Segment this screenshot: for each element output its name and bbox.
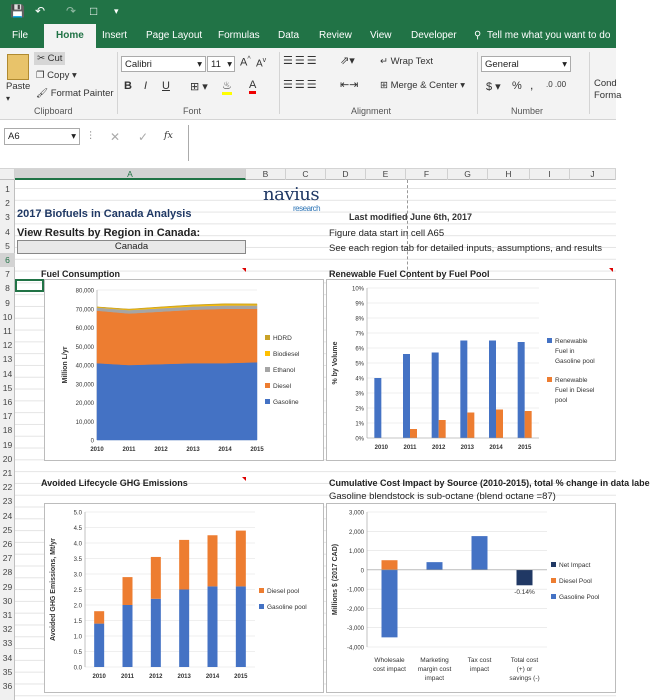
percent-button[interactable]: % bbox=[512, 80, 522, 92]
tab-insert[interactable]: Insert bbox=[102, 30, 128, 41]
column-headers bbox=[0, 169, 616, 180]
diesel-pool-legend-label: Renewable bbox=[555, 377, 588, 384]
copy-icon: ❐ bbox=[36, 70, 45, 81]
selected-cell-a6[interactable] bbox=[15, 279, 44, 292]
last-modified-date: June 6th, 2017 bbox=[410, 212, 473, 222]
paste-icon[interactable] bbox=[7, 54, 29, 80]
bar-diesel-2014 bbox=[496, 410, 503, 439]
column-header-a[interactable]: A bbox=[15, 169, 246, 180]
chevron-down-icon: ▾ bbox=[197, 59, 202, 70]
avoided-ghg-chart[interactable] bbox=[44, 503, 324, 693]
cut-button[interactable] bbox=[34, 52, 65, 65]
x-tick-label: 2010 bbox=[90, 447, 104, 453]
decimal-icons[interactable]: .0 .00 bbox=[546, 80, 567, 89]
gasoline-pool-legend-label: Fuel in bbox=[555, 348, 575, 355]
new-document-icon[interactable]: □ bbox=[90, 4, 98, 18]
x-tick-label: 2012 bbox=[431, 445, 446, 451]
column-header-e[interactable]: E bbox=[366, 169, 406, 180]
diesel-pool-legend-label: Diesel Pool bbox=[559, 578, 592, 585]
y-tick-label: -3,000 bbox=[346, 626, 364, 633]
sheet-title: 2017 Biofuels in Canada Analysis bbox=[17, 208, 192, 220]
cancel-icon[interactable]: ✕ bbox=[110, 130, 121, 144]
y-tick-label: 5.0 bbox=[73, 510, 82, 517]
redo-icon[interactable]: ↷ bbox=[66, 4, 77, 18]
y-tick-label: -1,000 bbox=[346, 587, 364, 594]
name-box[interactable] bbox=[4, 128, 80, 145]
fill-color-icon[interactable]: ♨ bbox=[222, 79, 232, 95]
x-tick-label: 2010 bbox=[374, 445, 389, 451]
tab-developer[interactable]: Developer bbox=[411, 30, 457, 41]
area-biodiesel-legend-swatch bbox=[265, 351, 270, 356]
x-category-label: impact bbox=[424, 675, 445, 682]
row-header-26[interactable]: 26 bbox=[2, 539, 13, 549]
conditional-formatting-button[interactable]: Cond bbox=[594, 78, 617, 89]
bar-diesel-pool-0 bbox=[382, 560, 398, 570]
y-tick-label: 20,000 bbox=[75, 401, 94, 407]
y-tick-label: 1,000 bbox=[348, 549, 364, 556]
y-tick-label: 1% bbox=[355, 421, 364, 428]
bar-diesel-2015 bbox=[525, 411, 532, 438]
row-header-5[interactable]: 5 bbox=[5, 240, 10, 251]
diesel-pool-legend-label: Fuel in Diesel bbox=[555, 387, 595, 394]
cost-impact-plot bbox=[327, 504, 615, 692]
area-hdrd-legend-label: HDRD bbox=[273, 335, 292, 342]
tab-formulas[interactable]: Formulas bbox=[218, 30, 260, 41]
y-tick-label: 60,000 bbox=[75, 326, 94, 332]
y-tick-label: 2,000 bbox=[348, 529, 364, 536]
merge-label: Merge & Center bbox=[390, 80, 458, 91]
align-horizontal-icons[interactable]: ☰☰☰ bbox=[283, 79, 319, 91]
y-tick-label: 2.5 bbox=[73, 588, 82, 594]
row-header-23[interactable]: 23 bbox=[2, 496, 13, 507]
format-painter-button[interactable] bbox=[36, 88, 114, 99]
row-header-25[interactable]: 25 bbox=[2, 524, 13, 535]
y-tick-label: 50,000 bbox=[75, 344, 94, 351]
tab-review[interactable]: Review bbox=[319, 30, 352, 41]
column-header-j[interactable]: J bbox=[570, 169, 616, 180]
fuel-consumption-plot bbox=[45, 280, 323, 460]
bar-gasoline-2013 bbox=[460, 341, 467, 439]
divider bbox=[589, 52, 590, 114]
y-axis-label: Millions $ (2017 CAD) bbox=[332, 543, 339, 616]
bar-gasoline-2015 bbox=[236, 586, 246, 667]
formula-input[interactable] bbox=[188, 125, 616, 161]
y-tick-label: 3.0 bbox=[73, 572, 82, 579]
row-header-7[interactable]: 7 bbox=[5, 269, 10, 280]
conditional-formatting-label: Forma bbox=[594, 90, 622, 101]
row-header-21[interactable]: 21 bbox=[2, 468, 13, 478]
border-icon[interactable]: ⊞ ▾ bbox=[190, 81, 208, 93]
y-tick-label: -4,000 bbox=[346, 645, 364, 652]
y-tick-label: 40,000 bbox=[75, 363, 94, 370]
y-tick-label: 70,000 bbox=[75, 307, 94, 314]
row-header-13[interactable]: 13 bbox=[2, 354, 13, 365]
y-tick-label: 0.0 bbox=[73, 665, 82, 672]
chevron-down-icon: ▾ bbox=[71, 131, 76, 142]
y-tick-label: 30,000 bbox=[75, 382, 94, 389]
gasoline-pool-legend-swatch bbox=[259, 604, 264, 609]
gasoline-pool-legend-label: Gasoline Pool bbox=[559, 594, 600, 601]
wrap-label: Wrap Text bbox=[390, 56, 434, 67]
x-tick-label: 2014 bbox=[489, 445, 503, 451]
column-header-i[interactable]: I bbox=[530, 169, 570, 180]
x-category-label: savings (-) bbox=[509, 675, 540, 682]
row-header-20[interactable]: 20 bbox=[2, 453, 13, 464]
fuel-consumption-chart[interactable] bbox=[44, 279, 324, 461]
row-header-35[interactable]: 35 bbox=[2, 666, 13, 677]
comma-button[interactable]: , bbox=[530, 78, 534, 92]
title-bar bbox=[0, 0, 616, 22]
y-axis-label: Avoided GHG Emissions, Mt/yr bbox=[50, 538, 57, 641]
bar-gasoline-2014 bbox=[208, 586, 218, 667]
shrink-font-button[interactable]: $A^v$ bbox=[256, 57, 267, 70]
view-results-label: View Results by Region in Canada: bbox=[17, 227, 201, 239]
row-header-1[interactable]: 1 bbox=[5, 184, 10, 194]
y-axis-label: % by Volume bbox=[332, 341, 339, 385]
merge-icon: ⊞ bbox=[380, 80, 388, 91]
row-headers bbox=[0, 180, 15, 700]
wrap-icon: ↵ bbox=[380, 56, 388, 67]
bar-gasoline-pool-0 bbox=[382, 570, 398, 638]
row-header-6[interactable]: 6 bbox=[0, 253, 15, 267]
cost-impact-chart[interactable] bbox=[326, 503, 616, 693]
row-header-16[interactable]: 16 bbox=[2, 397, 13, 407]
undo-icon[interactable]: ↶ bbox=[35, 4, 46, 18]
y-tick-label: 9% bbox=[355, 301, 364, 308]
area-series-diesel bbox=[97, 309, 257, 365]
renewable-content-chart[interactable] bbox=[326, 279, 616, 461]
row-header-27[interactable]: 27 bbox=[2, 553, 13, 564]
y-axis-label: Million L/yr bbox=[62, 346, 69, 384]
tab-data[interactable]: Data bbox=[278, 30, 300, 41]
font-group-label: Font bbox=[183, 106, 202, 116]
bar-diesel-2012 bbox=[151, 557, 161, 599]
y-tick-label: 1.0 bbox=[73, 634, 82, 641]
insert-function-icon[interactable]: fx bbox=[164, 130, 173, 141]
figure-note: Figure data start in cell A65 bbox=[329, 228, 445, 239]
x-tick-label: 2015 bbox=[250, 447, 264, 453]
column-header-h[interactable]: H bbox=[488, 169, 530, 180]
y-tick-label: 10% bbox=[351, 286, 364, 293]
bar-diesel-2015 bbox=[236, 531, 246, 587]
tab-home[interactable]: Home bbox=[44, 24, 96, 48]
row-header-14[interactable]: 14 bbox=[2, 368, 13, 379]
x-category-label: cost impact bbox=[373, 666, 406, 673]
y-tick-label: 0.5 bbox=[73, 650, 82, 656]
diesel-pool-legend-label: Diesel pool bbox=[267, 588, 300, 595]
bar-gasoline-2012 bbox=[432, 353, 439, 439]
x-category-label: Total cost bbox=[510, 657, 539, 664]
fuel-consumption-heading: Fuel Consumption bbox=[41, 269, 120, 279]
chevron-down-icon: ▾ bbox=[227, 59, 232, 70]
paste-button[interactable]: Paste bbox=[6, 81, 31, 92]
bar-diesel-2013 bbox=[467, 413, 474, 439]
ribbon-tabs bbox=[0, 22, 616, 48]
cost-impact-heading: Cumulative Cost Impact by Source (2010-2015), total % change in data labe bbox=[329, 478, 650, 488]
bold-button[interactable]: B bbox=[124, 80, 132, 92]
tab-file[interactable]: File bbox=[12, 30, 29, 41]
area-gasoline-legend-swatch bbox=[265, 399, 270, 404]
diesel-pool-legend-label: pool bbox=[555, 397, 568, 404]
row-header-32[interactable]: 32 bbox=[2, 624, 13, 635]
y-tick-label: 4.0 bbox=[73, 541, 82, 548]
bar-net-impact-3 bbox=[517, 570, 533, 585]
x-tick-label: 2015 bbox=[517, 445, 532, 451]
number-format-select[interactable] bbox=[481, 56, 571, 72]
bar-diesel-2011 bbox=[410, 429, 417, 438]
area-gasoline-legend-label: Gasoline bbox=[273, 399, 299, 406]
gasoline-note: Gasoline blendstock is sub-octane (blend octane =87) bbox=[329, 491, 556, 502]
paste-dropdown-icon[interactable]: ▾ bbox=[6, 94, 11, 103]
ribbon bbox=[0, 48, 622, 120]
column-header-f[interactable]: F bbox=[406, 169, 448, 180]
y-tick-label: 6% bbox=[355, 346, 364, 353]
row-header-8[interactable]: 8 bbox=[5, 283, 10, 294]
merge-center-button[interactable]: ⊞ Merge & Center ▾ bbox=[380, 80, 466, 91]
last-modified-label: Last modified bbox=[349, 212, 408, 222]
row-header-29[interactable]: 29 bbox=[2, 581, 13, 592]
select-all-corner[interactable] bbox=[0, 169, 15, 180]
bar-diesel-2013 bbox=[179, 540, 189, 590]
net-impact-legend-label: Net Impact bbox=[559, 562, 591, 569]
row-header-12[interactable]: 12 bbox=[2, 340, 13, 351]
area-diesel-legend-swatch bbox=[265, 383, 270, 388]
y-tick-label: 0 bbox=[90, 438, 94, 445]
diesel-pool-legend-swatch bbox=[551, 578, 556, 583]
y-tick-label: 3.5 bbox=[73, 557, 82, 563]
font-name-value: Calibri bbox=[125, 59, 152, 70]
tab-page-layout[interactable]: Page Layout bbox=[146, 30, 203, 41]
tab-view[interactable]: View bbox=[370, 30, 392, 41]
y-tick-label: 7% bbox=[355, 331, 364, 338]
y-tick-label: 4.5 bbox=[73, 526, 82, 532]
gasoline-pool-legend-label: Gasoline pool bbox=[267, 604, 307, 611]
clipboard-group-label: Clipboard bbox=[34, 106, 73, 116]
align-top-icons[interactable]: ☰☰☰ bbox=[283, 55, 319, 67]
gasoline-pool-legend-label: Gasoline pool bbox=[555, 358, 595, 365]
enter-icon[interactable]: ✓ bbox=[138, 130, 149, 144]
bar-gasoline-2015 bbox=[518, 342, 525, 438]
x-tick-label: 2010 bbox=[92, 674, 106, 680]
copy-label: Copy bbox=[47, 70, 70, 81]
row-header-30[interactable]: 30 bbox=[2, 595, 13, 606]
x-tick-label: 2011 bbox=[120, 674, 135, 680]
comment-indicator bbox=[242, 477, 246, 481]
divider bbox=[117, 52, 118, 114]
bar-diesel-2010 bbox=[94, 611, 104, 623]
y-tick-label: 8% bbox=[355, 316, 364, 323]
gasoline-pool-legend-label: Renewable bbox=[555, 338, 588, 345]
logo-text: navius bbox=[263, 184, 320, 205]
y-tick-label: 0 bbox=[360, 568, 364, 575]
area-series-gasoline bbox=[97, 362, 257, 440]
lightbulb-icon: ⚲ bbox=[474, 30, 482, 41]
comment-indicator bbox=[242, 268, 246, 272]
row-header-24[interactable]: 24 bbox=[2, 510, 13, 521]
y-tick-label: 3,000 bbox=[348, 510, 364, 517]
row-header-31[interactable]: 31 bbox=[2, 610, 13, 620]
y-tick-label: 80,000 bbox=[75, 288, 94, 295]
x-tick-label: 2013 bbox=[177, 674, 191, 680]
divider bbox=[477, 52, 478, 114]
region-dropdown[interactable]: Canada bbox=[17, 240, 246, 254]
font-name-select[interactable] bbox=[121, 56, 206, 72]
format-painter-label: Format Painter bbox=[50, 88, 114, 99]
indent-icons[interactable]: ⇤⇥ bbox=[340, 79, 359, 91]
data-label-total: -0.14% bbox=[514, 589, 535, 597]
diesel-pool-legend-swatch bbox=[259, 588, 264, 593]
area-ethanol-legend-label: Ethanol bbox=[273, 367, 296, 374]
x-category-label: (+) or bbox=[516, 666, 533, 673]
row-header-36[interactable]: 36 bbox=[2, 681, 13, 691]
diesel-pool-legend-swatch bbox=[547, 377, 552, 382]
bar-gasoline-2010 bbox=[94, 624, 104, 667]
column-header-b[interactable]: B bbox=[246, 169, 286, 180]
area-biodiesel-legend-label: Biodiesel bbox=[273, 351, 300, 358]
row-header-22[interactable]: 22 bbox=[2, 482, 13, 493]
row-header-2[interactable]: 2 bbox=[5, 198, 10, 209]
row-header-19[interactable]: 19 bbox=[2, 439, 13, 450]
x-category-label: margin cost bbox=[417, 666, 452, 673]
save-icon[interactable]: 💾 bbox=[10, 4, 25, 18]
region-note: See each region tab for detailed inputs, assumptions, and results bbox=[329, 243, 603, 254]
x-category-label: Tax cost bbox=[467, 657, 492, 664]
bar-gasoline-2010 bbox=[374, 378, 381, 438]
font-size-select[interactable] bbox=[207, 56, 235, 72]
bar-gasoline-2014 bbox=[489, 341, 496, 439]
bar-gasoline-pool-1 bbox=[427, 562, 443, 570]
worksheet[interactable] bbox=[15, 180, 650, 700]
gasoline-pool-legend-swatch bbox=[551, 594, 556, 599]
underline-button[interactable]: U bbox=[162, 80, 170, 92]
row-header-18[interactable]: 18 bbox=[2, 425, 13, 436]
brush-icon: 🖌 bbox=[36, 88, 49, 99]
row-header-34[interactable]: 34 bbox=[2, 652, 13, 663]
tell-me-input[interactable]: Tell me what you want to do bbox=[487, 30, 611, 41]
font-color-icon[interactable]: A bbox=[249, 79, 256, 94]
x-tick-label: 2014 bbox=[218, 447, 232, 453]
x-category-label: Wholesale bbox=[374, 657, 405, 664]
formula-bar bbox=[0, 121, 616, 169]
column-header-g[interactable]: G bbox=[448, 169, 488, 180]
avoided-ghg-heading: Avoided Lifecycle GHG Emissions bbox=[41, 478, 188, 488]
bar-diesel-2012 bbox=[439, 420, 446, 438]
renewable-content-plot bbox=[327, 280, 615, 460]
row-header-9[interactable]: 9 bbox=[5, 297, 10, 308]
bar-gasoline-pool-2 bbox=[472, 536, 488, 570]
x-category-label: impact bbox=[469, 666, 490, 673]
area-diesel-legend-label: Diesel bbox=[273, 383, 292, 390]
y-tick-label: 3% bbox=[355, 391, 364, 398]
bar-diesel-2011 bbox=[123, 577, 133, 605]
row-header-15[interactable]: 15 bbox=[2, 382, 13, 393]
column-header-d[interactable]: D bbox=[326, 169, 366, 180]
currency-button[interactable]: $ ▾ bbox=[486, 81, 501, 93]
grow-font-button[interactable]: A^ bbox=[240, 56, 251, 69]
net-impact-legend-swatch bbox=[551, 562, 556, 567]
scissors-icon: ✂ bbox=[37, 53, 45, 64]
y-tick-label: -2,000 bbox=[346, 606, 364, 613]
bar-gasoline-2013 bbox=[179, 590, 189, 668]
y-tick-label: 1.5 bbox=[73, 619, 82, 625]
row-header-33[interactable]: 33 bbox=[2, 638, 13, 649]
x-tick-label: 2011 bbox=[403, 445, 417, 451]
italic-button[interactable]: I bbox=[144, 80, 148, 92]
divider bbox=[279, 52, 280, 114]
comment-indicator bbox=[609, 268, 613, 272]
more-icon: ⋮ bbox=[86, 130, 96, 141]
wrap-text-button[interactable] bbox=[380, 56, 433, 67]
row-header-17[interactable]: 17 bbox=[2, 411, 13, 422]
row-header-28[interactable]: 28 bbox=[2, 567, 13, 578]
renewable-content-heading: Renewable Fuel Content by Fuel Pool bbox=[329, 269, 490, 279]
row-header-3[interactable]: 3 bbox=[5, 212, 10, 223]
number-format-value: General bbox=[485, 59, 519, 70]
row-header-11[interactable]: 11 bbox=[3, 326, 12, 336]
bar-gasoline-2012 bbox=[151, 599, 161, 667]
column-header-c[interactable]: C bbox=[286, 169, 326, 180]
gasoline-pool-legend-swatch bbox=[547, 338, 552, 343]
name-box-value: A6 bbox=[8, 131, 20, 142]
y-tick-label: 0% bbox=[355, 436, 364, 443]
orientation-icon[interactable]: ⇗▾ bbox=[340, 55, 355, 67]
logo-subtext: research bbox=[293, 204, 321, 213]
y-tick-label: 2.0 bbox=[73, 603, 82, 610]
navius-logo bbox=[263, 184, 321, 213]
area-hdrd-legend-swatch bbox=[265, 335, 270, 340]
x-tick-label: 2013 bbox=[460, 445, 475, 451]
row-header-10[interactable]: 10 bbox=[2, 311, 13, 322]
x-tick-label: 2011 bbox=[122, 447, 136, 453]
x-category-label: Marketing bbox=[420, 657, 449, 664]
x-tick-label: 2012 bbox=[154, 447, 168, 453]
y-tick-label: 2% bbox=[355, 406, 364, 413]
row-header-4[interactable]: 4 bbox=[5, 226, 10, 237]
chevron-down-icon: ▾ bbox=[562, 59, 567, 70]
y-tick-label: 10,000 bbox=[75, 419, 94, 426]
area-ethanol-legend-swatch bbox=[265, 367, 270, 372]
avoided-ghg-plot bbox=[45, 504, 323, 692]
y-tick-label: 4% bbox=[355, 376, 364, 383]
font-size-value: 11 bbox=[211, 59, 221, 70]
x-tick-label: 2013 bbox=[186, 447, 200, 453]
y-tick-label: 5% bbox=[355, 361, 364, 368]
bar-gasoline-2011 bbox=[123, 605, 133, 667]
x-tick-label: 2014 bbox=[205, 674, 220, 680]
copy-button[interactable]: ❐ Copy ▾ bbox=[36, 70, 77, 81]
bar-diesel-2014 bbox=[208, 535, 218, 586]
customize-toolbar-icon[interactable]: ▾ bbox=[114, 6, 119, 16]
number-group-label: Number bbox=[511, 106, 544, 116]
cut-label: Cut bbox=[47, 53, 63, 64]
bar-gasoline-2011 bbox=[403, 354, 410, 438]
x-tick-label: 2012 bbox=[149, 674, 163, 680]
alignment-group-label: Alignment bbox=[351, 106, 392, 116]
x-tick-label: 2015 bbox=[234, 674, 248, 680]
